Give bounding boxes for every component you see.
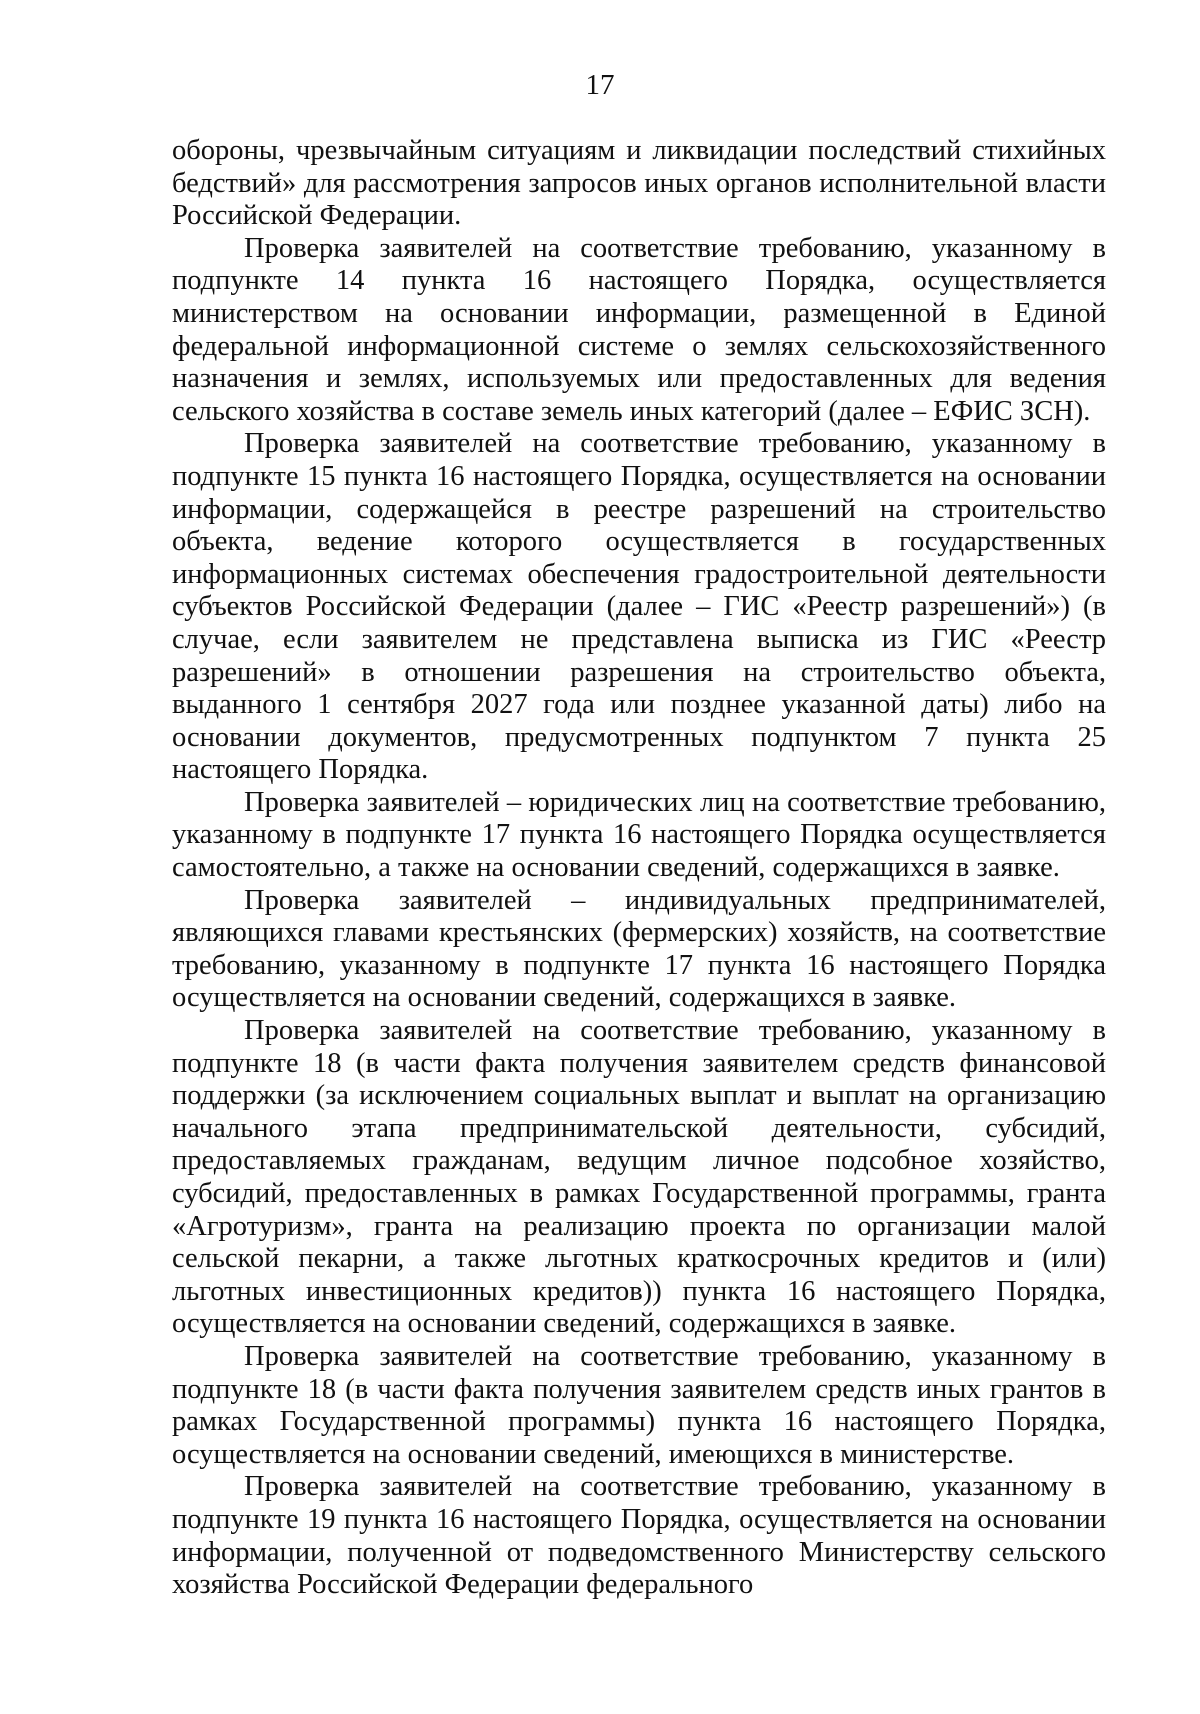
paragraph-permits-registry-check: Проверка заявителей на соответствие требованию, указанному в подпункте 15 пункта 16 настоящего Порядка, осуществляется на основании информации, содержащейся в реестре разрешений на строительство объекта, ведение которого осуществляется в государственных информационных системах обеспечения градостроительной деятельности субъектов Российской Федерации (далее – ГИС «Реестр разрешений») (в случае, если заявителем не представлена выписка из ГИС «Реестр разрешений» в отношении разрешения на строительство объекта, выданного 1 сентября 2027 года или позднее указанной даты) либо на основании документов, предусмотренных подпунктом 7 пункта 25 настоящего Порядка. bbox=[172, 428, 1106, 786]
paragraph-financial-support-check: Проверка заявителей на соответствие требованию, указанному в подпункте 18 (в части факта получения заявителем средств финансовой поддержки (за исключением социальных выплат и выплат на организацию начального этапа предпринимательской деятельности, субсидий, предоставляемых гражданам, ведущим личное подсобное хозяйство, субсидий, предоставленных в рамках Государственной программы, гранта «Агротуризм», гранта на реализацию проекта по организации малой сельской пекарни, а также льготных краткосрочных кредитов и (или) льготных инвестиционных кредитов)) пункта 16 настоящего Порядка, осуществляется на основании сведений, содержащихся в заявке. bbox=[172, 1015, 1106, 1340]
page-number: 17 bbox=[585, 69, 615, 101]
paragraph-other-grants-check: Проверка заявителей на соответствие требованию, указанному в подпункте 18 (в части факта получения заявителем средств иных грантов в рамках Государственной программы) пункта 16 настоящего Порядка, осуществляется на основании сведений, имеющихся в министерстве. bbox=[172, 1340, 1106, 1470]
paragraph-entrepreneurs-check: Проверка заявителей – индивидуальных предпринимателей, являющихся главами крестьянских (фермерских) хозяйств, на соответствие требованию, указанному в подпункте 17 пункта 16 настоящего Порядка осуществляется на основании сведений, содержащихся в заявке. bbox=[172, 884, 1106, 1014]
paragraph-efis-zsn-check: Проверка заявителей на соответствие требованию, указанному в подпункте 14 пункта 16 настоящего Порядка, осуществляется министерством на основании информации, размещенной в Единой федеральной информационной системе о землях сельскохозяйственного назначения и землях, используемых или предоставленных для ведения сельского хозяйства в составе земель иных категорий (далее – ЕФИС ЗСН). bbox=[172, 232, 1106, 427]
paragraph-legal-entities-check: Проверка заявителей – юридических лиц на соответствие требованию, указанному в подпункте 17 пункта 16 настоящего Порядка осуществляется самостоятельно, а также на основании сведений, содержащихся в заявке. bbox=[172, 786, 1106, 884]
paragraph-subordinate-agency-check: Проверка заявителей на соответствие требованию, указанному в подпункте 19 пункта 16 настоящего Порядка, осуществляется на основании информации, полученной от подведомственного Министерству сельского хозяйства Российской Федерации федерального bbox=[172, 1471, 1106, 1601]
paragraph-continuation: обороны, чрезвычайным ситуациям и ликвидации последствий стихийных бедствий» для рассмотрения запросов иных органов исполнительной власти Российской Федерации. bbox=[172, 135, 1106, 232]
document-body bbox=[172, 135, 1106, 1602]
